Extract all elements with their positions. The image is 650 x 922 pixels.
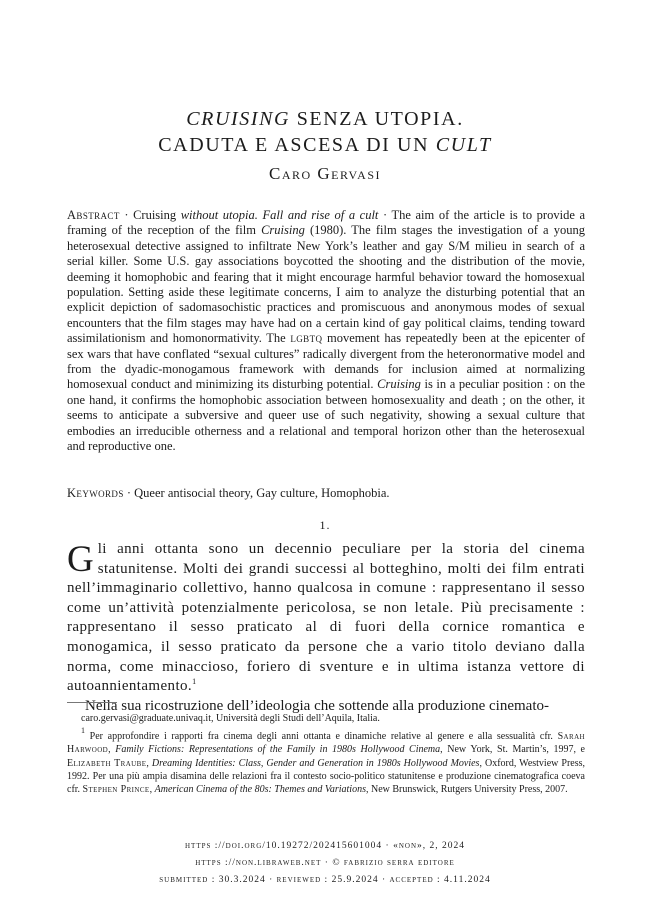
footnote-1-text-e: , Oxford, Westview Press, 1992. Per una più ampia disamina delle relazioni fra il contesto socio-politico statunitense e produzione cinematografica coeva cfr. [67, 757, 585, 796]
footnote-1-text-c: , New York, St. Martin’s, 1997, e [440, 744, 585, 756]
footnote-1-author-2: Elizabeth Traube [67, 757, 147, 769]
footnote-1-number: 1 [81, 726, 85, 736]
footnote-ref-1[interactable]: 1 [192, 677, 197, 687]
keywords-label: Keywords [67, 486, 124, 500]
abstract-lgbtq: lgbtq [290, 331, 323, 346]
abstract [67, 208, 585, 455]
abstract-text-4: is in a peculiar position : on the one hand, it confirms the homophobic association between homosexuality and death ; on the other, it seems to anticipate a subversive and queer use of such negativity, showing a sexual culture that embodies an irreducible otherness and a relational and temporal horizon other than the heterosexual and reproductive one. [67, 377, 585, 454]
abstract-text-1: The aim of the article is to provide a framing of the reception of the film [67, 208, 585, 238]
footnote-1-text-d: , [146, 757, 152, 769]
footnote-1-title-1: Family Fictions: Representations of the Family in 1980s Hollywood Cinema [115, 744, 441, 756]
abstract-separator-2: · [378, 208, 392, 222]
footnote-1-text-a: Per approfondire i rapporti fra cinema degli anni ottanta e dinamiche relative al genere e alla sessualità cfr. [85, 731, 558, 743]
abstract-film-title-2: Cruising [377, 377, 421, 392]
abstract-text-2: (1980). The film stages the investigation of a young heterosexual detective assigned to infiltrate New York’s leather and gay S/M milieu in search of a serial killer. Some U.S. gay associations boycotted the shooting and the distribution of the movie, deeming it homophobic and fearing that it might encourage harmful behavior toward the homosexual population. Setting aside these legitimate concerns, I aim to analyze the disturbing potential that an explicit depiction of sadomasochistic practices and promiscuous and anonymous modes of sexual encounters that the film stages may have had on a certain kind of gay political claims, tending toward assimilationism and homonormativity. The [67, 223, 585, 346]
footnote-1-author-3: Stephen Prince [82, 784, 150, 796]
colophon-doi-line[interactable]: https ://doi.org/10.19272/202415601004 · «non», 2, 2024 [184, 841, 465, 851]
abstract-title-start: Cruising [133, 208, 181, 222]
footnote-1-text-f: , [149, 784, 155, 796]
footnote-1-author-1: Sarah Harwood [67, 731, 585, 756]
article-title-line-2 [0, 133, 650, 158]
title-cult-word: CULT [435, 134, 492, 156]
title-line-1-rest: SENZA UTOPIA. [290, 108, 464, 130]
body-paragraph-2: Nella sua ricostruzione dell’ideologia che sottende alla produzione cinemato- [85, 697, 549, 714]
footnote-1-text-g: , New Brunswick, Rutgers University Press, 2007. [365, 784, 568, 796]
keywords-text: Queer antisocial theory, Gay culture, Homophobia. [134, 486, 390, 500]
abstract-label: Abstract [67, 208, 120, 222]
abstract-title-italic: without utopia. Fall and rise of a cult [180, 208, 379, 222]
footnote-rule [67, 702, 117, 703]
author-email-note: caro.gervasi@graduate.univaq.it, Università degli Studi dell’Aquila, Italia. [81, 713, 380, 724]
section-number: 1. [319, 518, 331, 532]
abstract-text-3: movement has repeatedly been at the epicenter of sex wars that have conflated “sexual cultures” radically divergent from the heteronormative model and from the dyadic-monogamous framework with demands for inclusion aimed at normalizing homosexual conduct and minimizing its disturbing potential. [67, 331, 585, 392]
author-name: Caro Gervasi [268, 164, 382, 183]
footnote-1 [67, 726, 585, 796]
body-paragraph-1 [67, 540, 585, 697]
colophon-dates-line: submitted : 30.3.2024 · reviewed : 25.9.2024 · accepted : 4.11.2024 [159, 875, 491, 885]
colophon-publisher-line[interactable]: https ://non.libraweb.net · © fabrizio serra editore [195, 858, 455, 868]
abstract-film-title: Cruising [261, 223, 305, 238]
abstract-separator: · [119, 208, 134, 222]
footnotes [67, 712, 585, 796]
keywords-separator: · [123, 486, 135, 500]
keywords [67, 486, 585, 501]
footnote-1-title-3: American Cinema of the 80s: Themes and Variations [154, 784, 366, 796]
footnote-1-title-2: Dreaming Identities: Class, Gender and Generation in 1980s Hollywood Movies [151, 757, 480, 769]
title-line-2-main: CADUTA E ASCESA DI UN [158, 134, 436, 156]
footnote-1-text-b: , [108, 744, 116, 756]
title-film-name: CRUISING [186, 108, 291, 130]
drop-cap: G [67, 539, 94, 580]
body-text [67, 540, 585, 716]
article-title-line-1 [0, 107, 650, 132]
body-paragraph-1-text: li anni ottanta sono un decennio peculiare per la storia del cinema statunitense. Molti dei grandi successi al botteghino, molti dei film entrati nell’immaginario collettivo, hanno qualcosa in comune : rappresentano il sesso come un’attività potenzialmente pericolosa, se non letale. Più precisamente : rappresentano il sesso praticato al di fuori della cornice romantica e monogamica, il sesso praticato da persone che a vario titolo deviano dalla norma, come minaccioso, foriero di sventure e in ultima istanza vettore di autoannientamento. [67, 541, 585, 695]
